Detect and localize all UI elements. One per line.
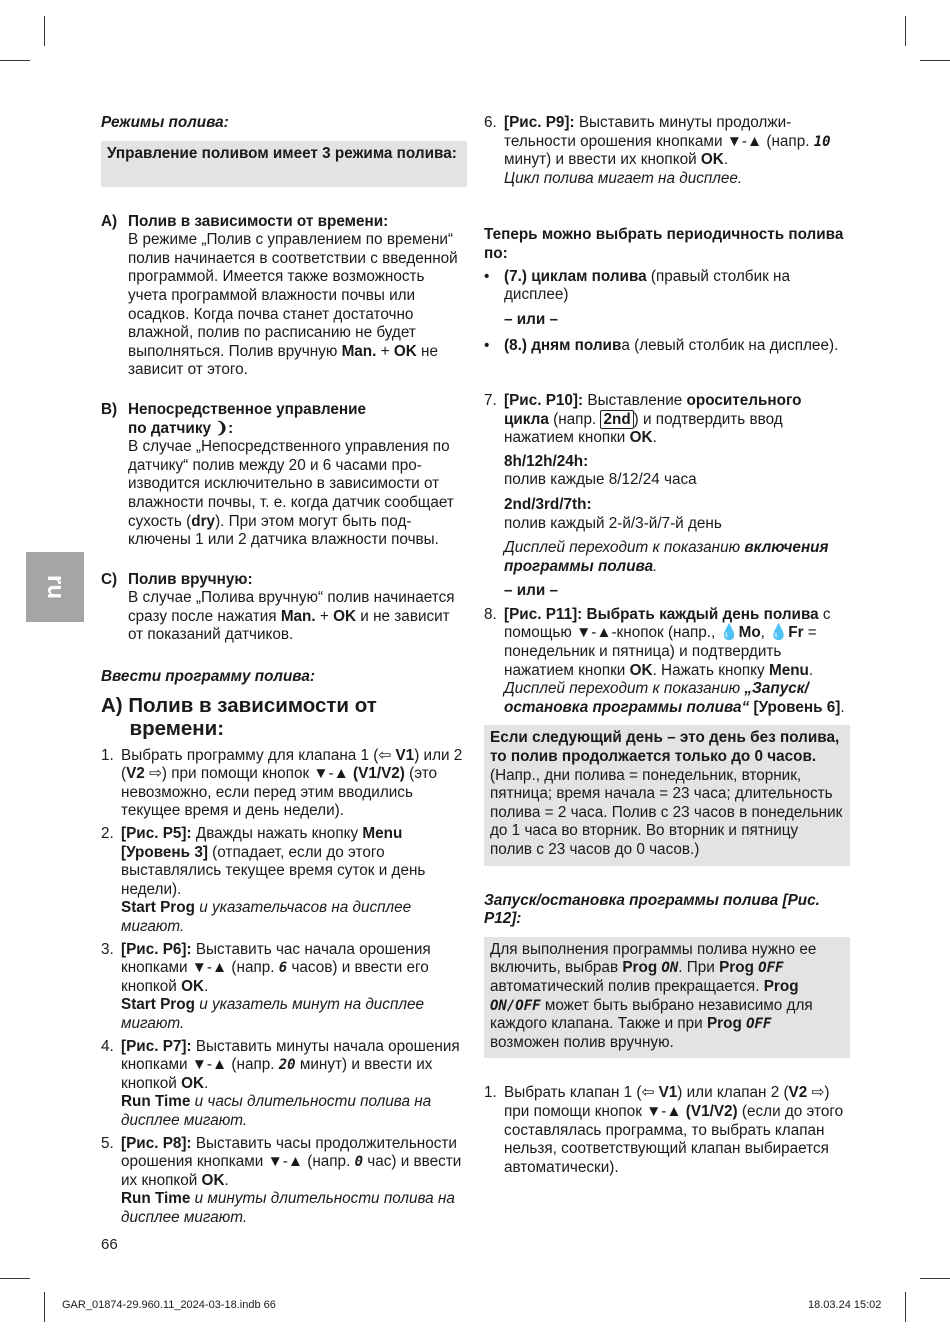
language-tab <box>26 552 84 622</box>
mode-a-title: Полив в зависимости от времени: <box>128 212 389 230</box>
crop-mark <box>920 60 950 61</box>
step-3: 3. [Рис. P6]: Выставить час начала орошения кнопками ▼-▲ (напр. 6 часов) и ввести его кнопкой OK. Start Prog и указатель минут на дисплее мигают. <box>101 940 431 1032</box>
modes-box: Управление поливом имеет 3 режима полива: <box>101 141 467 187</box>
mode-c-title: Полив вручную: <box>128 570 253 588</box>
mode-c-text: В случае „Полива вручную“ полив начинается сразу после нажатия Man. + OK и не зависит от показаний датчиков. <box>128 589 455 644</box>
option-hours-text: полив каждые 8/12/24 часа <box>504 471 697 489</box>
crop-mark <box>44 16 45 46</box>
mode-b: B) Непосредственное управление по датчику ❩: В случае „Непосредственного управления по датчику“ полив между 20 и 6 часами производится исключительно в зависимости от влажности почвы, т. е. когда датчик сообщает сухость (dry). При этом могут быть подключены 1 или 2 датчика влажности почвы. <box>101 401 467 550</box>
crop-mark <box>905 1292 906 1322</box>
option-hours: 8h/12h/24h: <box>504 452 589 470</box>
or-separator: – или – <box>504 310 559 328</box>
crop-mark <box>920 1278 950 1279</box>
mode-b-text: В случае „Непосредственного управления по датчику“ полив между 20 и 6 часами производится исключительно в зависимости от влажности почвы, т. е. когда датчик сообщает сухость (dry). При этом могут быть подключены 1 или 2 датчика влажности почвы. <box>128 438 454 549</box>
left-column <box>101 114 467 1228</box>
switch-note: Дисплей переходит к показанию включения программы полива. <box>504 539 829 575</box>
mode-b-title: Непосредственное управление <box>128 400 367 418</box>
mode-a: A) Полив в зависимости от времени: В режиме „Полив с управлением по времени“ полив начинается в соответствии с введенной программой. Имеется также возможность учета программой влажности почвы или осадков. Когда почва станет достаточно влажной, полив по расписанию не будет выполняться. Полив вручную Man. + OK не зависит от этого. <box>101 213 467 380</box>
page-number: 66 <box>101 1236 118 1253</box>
or-separator-2: – или – <box>504 582 559 600</box>
crop-mark <box>905 16 906 46</box>
step-1: 1. Выбрать программу для клапана 1 (⇦ V1) или 2 (V2 ⇨) при помощи кнопок ▼-▲ (V1/V2) (это невозможно, если перед этим вводились текущее время и день недели). <box>101 746 463 820</box>
drop-icon: 💧 <box>719 624 739 642</box>
start-stop-heading: Запуск/остановка программы полива [Рис. P12]: <box>484 891 820 928</box>
step-7: 7. [Рис. P10]: Выставление оросительного цикла (напр. 2nd ) и подтвердить ввод нажатием кнопки OK. <box>484 391 802 447</box>
step-5: 5. [Рис. P8]: Выставить часы продолжительности орошения кнопками ▼-▲ (напр. 0 час) и ввести их кнопкой OK. Run Time и минуты длительности полива на дисплее мигают. <box>101 1134 462 1226</box>
mode-c: C) Полив вручную: В случае „Полива вручную“ полив начинается сразу после нажатия Man. + OK и не зависит от показаний датчиков. <box>101 571 467 645</box>
enter-program-heading: Ввести программу полива: <box>101 668 315 686</box>
step-2: 2. [Рис. P5]: Дважды нажать кнопку Menu [Уровень 3] (отпадает, если до этого выставлялись текущее время суток и день недели). Start Prog и указательчасов на дисплее мигают. <box>101 825 426 935</box>
footer-file: GAR_01874-29.960.11_2024-03-18.indb 66 <box>62 1299 276 1311</box>
periodicity-heading: Теперь можно выбрать периодичность полива по: <box>484 226 844 262</box>
bullet-days: • (8.) дням полива (левый столбик на дисплее). <box>484 337 839 355</box>
right-column <box>484 114 850 1177</box>
start-stop-box: Для выполнения программы полива нужно ее включить, выбрав Prog ON. При Prog OFF автоматический полив прекращается. Prog ON/OFF может быть выбрано независимо для каждого клапана. Также и при Prog OFF возможен полив вручную. <box>484 937 850 1059</box>
option-days-text: полив каждый 2-й/3-й/7-й день <box>504 514 722 532</box>
crop-mark <box>44 1292 45 1322</box>
crop-mark <box>0 1278 30 1279</box>
step-8: 8. [Рис. P11]: Выбрать каждый день полива с помощью ▼-▲-кнопок (напр., 💧Mo, 💧Fr = понедельник и пятница) и подтвердить нажатием кнопки OK. Нажать кнопку Menu. Дисплей переходит к показанию „Запуск/остановка программы полива“ [Уровень 6]. <box>484 605 845 716</box>
display-value-box: 2nd <box>600 410 633 429</box>
language-tab-label: ru <box>42 575 70 599</box>
bullet-cycles: • (7.) циклам полива (правый столбик на дисплее) <box>484 267 791 304</box>
step-6: 6. [Рис. P9]: Выставить минуты продолжительности орошения кнопками ▼-▲ (напр. 10 минут) и ввести их кнопкой OK. Цикл полива мигает на дисплее. <box>484 114 831 187</box>
option-days: 2nd/3rd/7th: <box>504 495 592 513</box>
start-step-1: 1. Выбрать клапан 1 (⇦ V1) или клапан 2 (V2 ⇨) при помощи кнопок ▼-▲ (V1/V2) (если до этого составлялась программа, то выбрать клапан нельзя, соответствующий клапан выбирается автоматически). <box>484 1084 844 1176</box>
mode-a-text: В режиме „Полив с управлением по времени“ полив начинается в соответствии с введенной программой. Имеется также возможность учета программой влажности почвы или осадков. Когда почва станет достаточно влажной, полив по расписанию не будет выполняться. Полив вручную Man. + OK не зависит от этого. <box>128 231 458 379</box>
modes-heading: Режимы полива: <box>101 114 229 131</box>
sensor-icon: ❩: <box>215 419 234 437</box>
crop-mark <box>0 60 30 61</box>
drop-icon: 💧 <box>769 624 789 642</box>
section-heading: A) Полив в зависимости от времени: <box>101 693 377 740</box>
step-4: 4. [Рис. P7]: Выставить минуты начала орошения кнопками ▼-▲ (напр. 20 минут) и ввести их кнопкой OK. Run Time и часы длительности полива на дисплее мигают. <box>101 1037 460 1129</box>
footer-date: 18.03.24 15:02 <box>808 1299 882 1311</box>
note-box: Если следующий день – это день без полива, то полив продолжается только до 0 часов. (Напр., дни полива = понедельник, вторник, пятница; время начала = 23 часа; длительность полива = 2 часа. Полив с 23 часов в понедельник до 1 часа во вторник. Во вторник и пятницу полив с 23 часов до 0 часов.) <box>484 725 850 865</box>
